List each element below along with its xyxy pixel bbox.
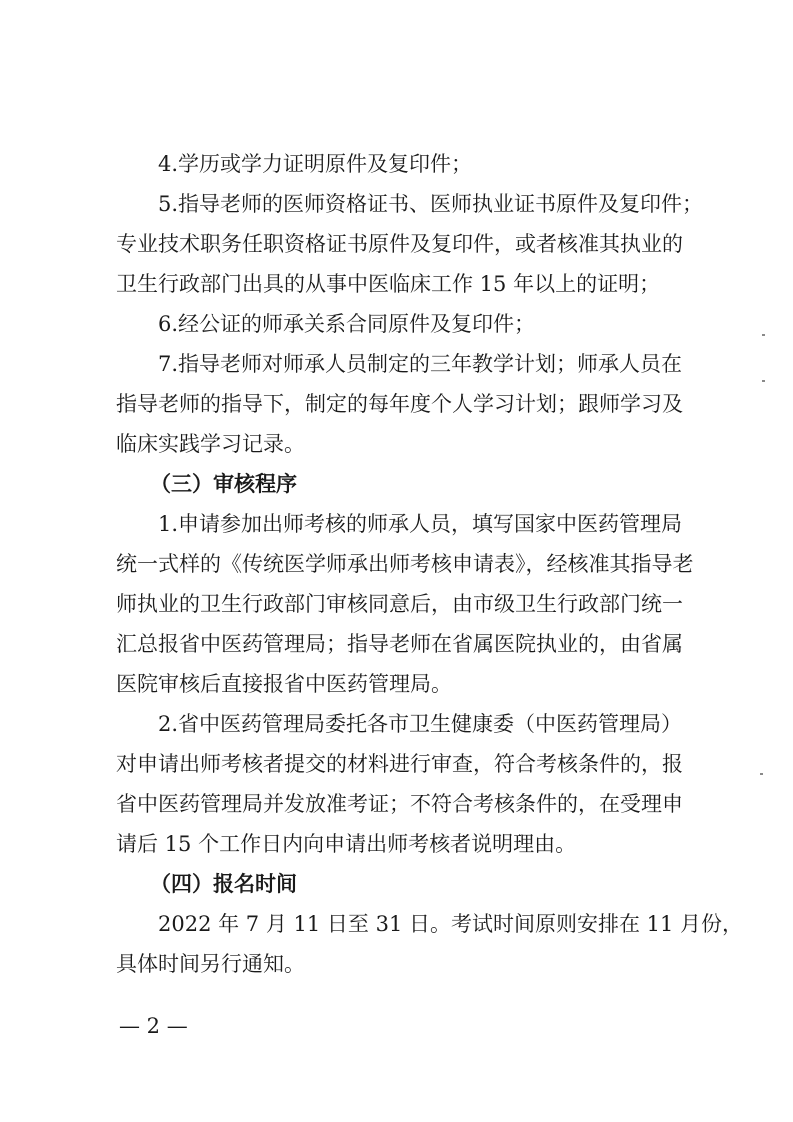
list-item-5-continued: 卫生行政部门出具的从事中医临床工作 15 年以上的证明； — [116, 272, 661, 296]
scan-speck — [760, 773, 763, 775]
paragraph-review-1-continued: 师执业的卫生行政部门审核同意后，由市级卫生行政部门统一 — [116, 592, 683, 616]
section-heading-review: （三）审核程序 — [150, 471, 297, 496]
list-item-7: 7.指导老师对师承人员制定的三年教学计划；师承人员在 — [158, 352, 683, 376]
paragraph-review-2-continued: 对申请出师考核者提交的材料进行审查，符合考核条件的，报 — [116, 752, 683, 776]
paragraph-registration-continued: 具体时间另行通知。 — [116, 952, 305, 976]
section-heading-registration: （四）报名时间 — [150, 871, 297, 896]
list-item-5-continued: 专业技术职务任职资格证书原件及复印件，或者核准其执业的 — [116, 232, 683, 256]
paragraph-review-1-continued: 统一式样的《传统医学师承出师考核申请表》，经核准其指导老 — [116, 552, 694, 576]
paragraph-registration: 2022 年 7 月 11 日至 31 日。考试时间原则安排在 11 月份， — [158, 912, 744, 936]
list-item-6: 6.经公证的师承关系合同原件及复印件； — [158, 312, 536, 336]
list-item-7-continued: 指导老师的指导下，制定的每年度个人学习计划；跟师学习及 — [116, 392, 683, 416]
paragraph-review-2-continued: 请后 15 个工作日内向申请出师考核者说明理由。 — [116, 832, 577, 856]
page-number: — 2 — — [119, 1014, 188, 1038]
list-item-4: 4.学历或学力证明原件及复印件； — [158, 152, 473, 176]
paragraph-review-2-continued: 省中医药管理局并发放准考证；不符合考核条件的，在受理申 — [116, 792, 683, 816]
list-item-5: 5.指导老师的医师资格证书、医师执业证书原件及复印件； — [158, 192, 704, 216]
paragraph-review-1-continued: 汇总报省中医药管理局；指导老师在省属医院执业的，由省属 — [116, 632, 683, 656]
scan-speck — [762, 380, 765, 382]
paragraph-review-2: 2.省中医药管理局委托各市卫生健康委（中医药管理局） — [158, 712, 683, 736]
paragraph-review-1: 1.申请参加出师考核的师承人员，填写国家中医药管理局 — [158, 512, 683, 536]
paragraph-review-1-continued: 医院审核后直接报省中医药管理局。 — [116, 672, 452, 696]
list-item-7-continued: 临床实践学习记录。 — [116, 432, 305, 456]
scan-speck — [762, 334, 765, 336]
